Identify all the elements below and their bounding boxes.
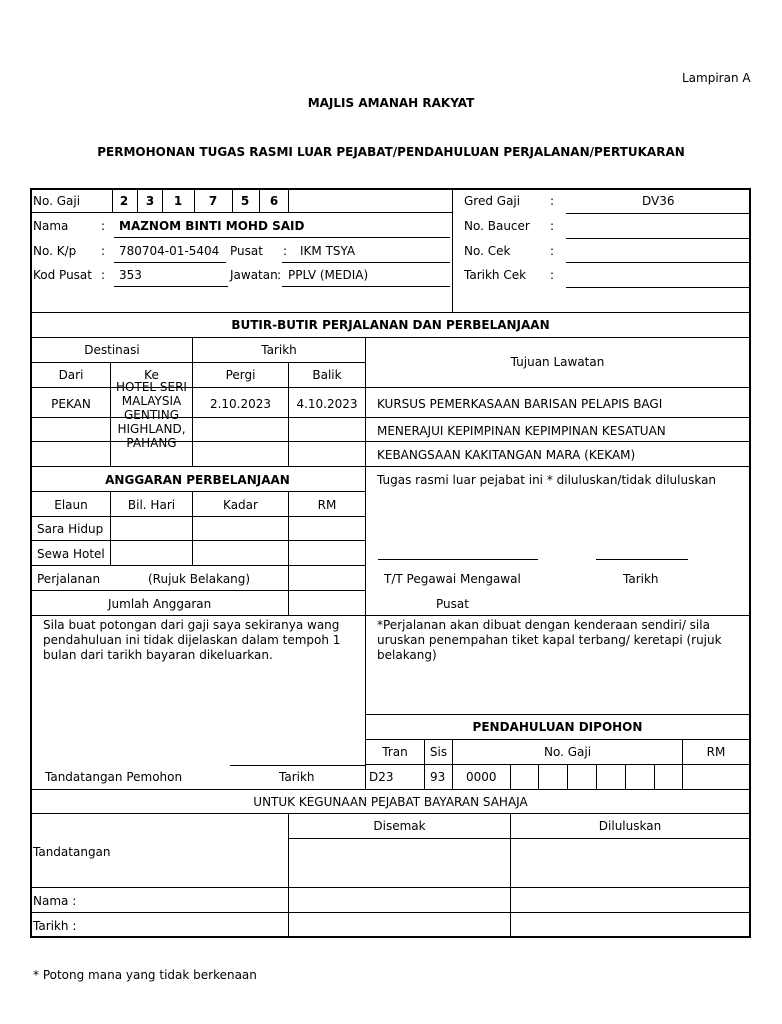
colon: : <box>550 219 555 233</box>
annex-label: Lampiran A <box>682 71 751 85</box>
no-gaji-digit: 5 <box>240 194 250 208</box>
kod-pusat-value: 353 <box>119 268 142 282</box>
no-gaji-digit: 3 <box>145 194 155 208</box>
nokp-value: 780704-01-5404 <box>119 244 220 258</box>
tujuan-line: KURSUS PEMERKASAAN BARISAN PELAPIS BAGI <box>377 397 663 411</box>
sis-header: Sis <box>429 745 448 759</box>
form-title: PERMOHONAN TUGAS RASMI LUAR PEJABAT/PENDAHULUAN PERJALANAN/PERTUKARAN <box>97 145 685 159</box>
rm-header: RM <box>317 498 337 512</box>
tujuan-line: KEBANGSAAN KAKITANGAN MARA (KEKAM) <box>377 448 636 462</box>
perjalanan-label: Perjalanan <box>37 572 101 586</box>
office-nama-label: Nama : <box>33 894 77 908</box>
ke-header: Ke <box>144 368 159 382</box>
sewa-hotel-label: Sewa Hotel <box>37 547 105 561</box>
sara-hidup-label: Sara Hidup <box>37 522 104 536</box>
budget-title: ANGGARAN PERBELANJAAN <box>105 473 290 487</box>
organization-title: MAJLIS AMANAH RAKYAT <box>307 96 475 110</box>
tujuan-line: MENERAJUI KEPIMPINAN KEPIMPINAN KESATUAN <box>377 424 666 438</box>
colon: : <box>101 268 106 282</box>
pusat-value: IKM TSYA <box>300 244 356 258</box>
tarikh-cek-label: Tarikh Cek <box>464 268 527 282</box>
pergi-header: Pergi <box>225 368 256 382</box>
no-gaji-digit: 6 <box>269 194 279 208</box>
row-dari: PEKAN <box>51 397 91 411</box>
dari-header: Dari <box>58 368 84 382</box>
colon: : <box>101 244 106 258</box>
tarikh-header: Tarikh <box>261 343 297 357</box>
transport-text: *Perjalanan akan dibuat dengan kenderaan sendiri/ sila uruskan penempahan tiket kapal terbang/ keretapi (rujuk belakang) <box>377 618 722 662</box>
colon: : <box>550 268 555 282</box>
kod-pusat-label: Kod Pusat <box>33 268 92 282</box>
applicant-signature-label: Tandatangan Pemohon <box>45 770 183 784</box>
jawatan-value: PPLV (MEDIA) <box>288 268 369 282</box>
sis-value: 93 <box>430 770 446 784</box>
balik-header: Balik <box>312 368 342 382</box>
elaun-header: Elaun <box>54 498 88 512</box>
footnote: * Potong mana yang tidak berkenaan <box>33 968 257 982</box>
advance-title: PENDAHULUAN DIPOHON <box>472 720 643 734</box>
nama-value: MAZNOM BINTI MOHD SAID <box>119 219 305 233</box>
colon: : <box>283 244 288 258</box>
office-tarikh-label: Tarikh : <box>33 919 77 933</box>
no-cek-label: No. Cek <box>464 244 511 258</box>
diluluskan-header: Diluluskan <box>598 819 662 833</box>
no-gaji-digit: 7 <box>208 194 218 208</box>
colon: : <box>550 194 555 208</box>
row-ke: HOTEL SERI MALAYSIA GENTING HIGHLAND, PAHANG <box>116 380 187 450</box>
bil-hari-header: Bil. Hari <box>127 498 176 512</box>
tran-value: D23 <box>369 770 394 784</box>
officer-signature-label: T/T Pegawai Mengawal <box>384 572 521 586</box>
colon: : <box>277 268 282 282</box>
jawatan-label: Jawatan <box>230 268 278 282</box>
tran-header: Tran <box>382 745 408 759</box>
gred-gaji-value: DV36 <box>642 194 675 208</box>
no-gaji-digit: 1 <box>173 194 183 208</box>
rujuk-belakang-label: (Rujuk Belakang) <box>148 572 251 586</box>
approval-tarikh-label: Tarikh <box>623 572 659 586</box>
advance-rm-header: RM <box>706 745 726 759</box>
no-gaji-digit: 2 <box>119 194 129 208</box>
pusat-label: Pusat <box>230 244 263 258</box>
jumlah-anggaran-label: Jumlah Anggaran <box>108 597 212 611</box>
gaji-value: 0000 <box>466 770 497 784</box>
approval-text: Tugas rasmi luar pejabat ini * diluluskan/tidak diluluskan <box>377 473 717 487</box>
destinasi-header: Destinasi <box>84 343 140 357</box>
disemak-header: Disemak <box>373 819 426 833</box>
row-pergi: 2.10.2023 <box>209 397 272 411</box>
row-balik: 4.10.2023 <box>296 397 358 411</box>
tujuan-header: Tujuan Lawatan <box>510 355 605 369</box>
applicant-tarikh-label: Tarikh <box>279 770 315 784</box>
no-baucer-label: No. Baucer <box>464 219 530 233</box>
deduction-text: Sila buat potongan dari gaji saya sekiranya wang pendahuluan ini tidak dijelaskan dalam tempoh 1 bulan dari tarikh bayaran dikeluarkan. <box>43 618 341 662</box>
kadar-header: Kadar <box>223 498 258 512</box>
gred-gaji-label: Gred Gaji <box>464 194 521 208</box>
nama-label: Nama <box>33 219 69 233</box>
no-gaji-label: No. Gaji <box>33 194 81 208</box>
no-gaji-header: No. Gaji <box>543 745 592 759</box>
travel-section-title: BUTIR-BUTIR PERJALANAN DAN PERBELANJAAN <box>231 318 550 332</box>
colon: : <box>550 244 555 258</box>
pusat-label: Pusat <box>436 597 469 611</box>
tandatangan-label: Tandatangan <box>33 845 111 859</box>
office-section-title: UNTUK KEGUNAAN PEJABAT BAYARAN SAHAJA <box>253 795 528 809</box>
colon: : <box>101 219 106 233</box>
nokp-label: No. K/p <box>33 244 77 258</box>
